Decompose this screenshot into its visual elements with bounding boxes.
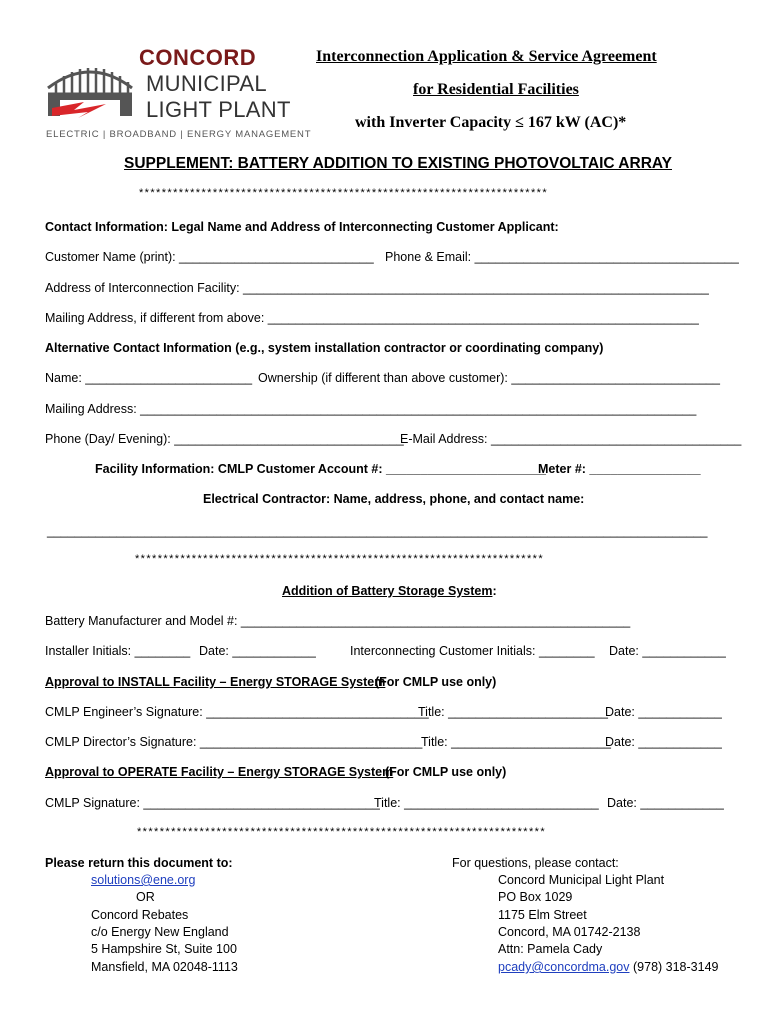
customer-date-field[interactable]: Date: ____________ <box>609 644 726 658</box>
return-line-1: Concord Rebates <box>91 908 189 922</box>
questions-line-5: Attn: Pamela Cady <box>498 942 603 956</box>
questions-heading: For questions, please contact: <box>452 856 619 870</box>
battery-heading-colon: : <box>492 584 497 598</box>
return-heading: Please return this document to: <box>45 856 233 870</box>
customer-name-field[interactable]: Customer Name (print): ____________________________ <box>45 250 374 264</box>
cmlp-signature-field[interactable]: CMLP Signature: __________________________________ <box>45 796 380 810</box>
engineer-signature-field[interactable]: CMLP Engineer’s Signature: ________________________________ <box>45 705 429 719</box>
account-field[interactable]: Facility Information: CMLP Customer Account #: _______________________ <box>95 462 546 476</box>
approval-operate-note: (For CMLP use only) <box>385 765 507 779</box>
questions-line-2: PO Box 1029 <box>498 890 573 904</box>
return-line-4: Mansfield, MA 02048-1113 <box>91 960 238 974</box>
alt-name-field[interactable]: Name: ________________________ <box>45 371 253 385</box>
approval-install-heading: Approval to INSTALL Facility – Energy STORAGE System <box>45 675 386 689</box>
separator-2: ************************************************************************ <box>135 553 545 565</box>
director-signature-field[interactable]: CMLP Director’s Signature: ________________________________ <box>45 735 423 749</box>
director-title-field[interactable]: Title: _______________________ <box>421 735 611 749</box>
alt-contact-heading: Alternative Contact Information (e.g., system installation contractor or coordinating company) <box>45 341 604 355</box>
engineer-title-field[interactable]: Title: _______________________ <box>418 705 608 719</box>
questions-line-4: Concord, MA 01742-2138 <box>498 925 641 939</box>
alt-phone-field[interactable]: Phone (Day/ Evening): _________________________________ <box>45 432 404 446</box>
separator-1: ************************************************************************ <box>139 187 549 199</box>
installer-initials-field[interactable]: Installer Initials: ________ <box>45 644 191 658</box>
engineer-date-field[interactable]: Date: ____________ <box>605 705 722 719</box>
contractor-heading: Electrical Contractor: Name, address, phone, and contact name: <box>203 492 585 506</box>
logo-line-3: LIGHT PLANT <box>146 97 291 122</box>
questions-phone: (978) 318-3149 <box>633 960 719 974</box>
bridge-icon <box>44 58 136 120</box>
logo-tagline: ELECTRIC | BROADBAND | ENERGY MANAGEMENT <box>46 129 312 140</box>
return-line-2: c/o Energy New England <box>91 925 229 939</box>
cmlp-title-field[interactable]: Title: ____________________________ <box>374 796 599 810</box>
installer-date-field[interactable]: Date: ____________ <box>199 644 316 658</box>
title-line-1: Interconnection Application & Service Agreement <box>316 48 657 65</box>
return-or: OR <box>136 890 155 904</box>
alt-email-field[interactable]: E-Mail Address: ____________________________________ <box>400 432 742 446</box>
contractor-field[interactable]: _______________________________________________________________________________________________ <box>47 524 708 538</box>
customer-initials-field[interactable]: Interconnecting Customer Initials: ________ <box>350 644 595 658</box>
questions-email-link[interactable]: pcady@concordma.gov <box>498 960 630 974</box>
title-line-2: for Residential Facilities <box>413 81 579 98</box>
logo-line-1: CONCORD <box>139 45 257 70</box>
approval-install-note: (For CMLP use only) <box>375 675 497 689</box>
director-date-field[interactable]: Date: ____________ <box>605 735 722 749</box>
facility-address-field[interactable]: Address of Interconnection Facility: ___________________________________________________________________ <box>45 281 709 295</box>
logo-line-2: MUNICIPAL <box>146 71 267 96</box>
return-email-link[interactable]: solutions@ene.org <box>91 873 196 887</box>
separator-3: ************************************************************************ <box>137 826 547 838</box>
alt-mailing-field[interactable]: Mailing Address: ________________________________________________________________________________ <box>45 402 697 416</box>
approval-operate-heading: Approval to OPERATE Facility – Energy STORAGE System <box>45 765 394 779</box>
battery-heading: Addition of Battery Storage System <box>282 584 493 598</box>
contact-heading: Contact Information: Legal Name and Address of Interconnecting Customer Applicant: <box>45 220 559 234</box>
return-line-3: 5 Hampshire St, Suite 100 <box>91 942 237 956</box>
questions-line-1: Concord Municipal Light Plant <box>498 873 665 887</box>
cmlp-date-field[interactable]: Date: ____________ <box>607 796 724 810</box>
supplement-title: SUPPLEMENT: BATTERY ADDITION TO EXISTING PHOTOVOLTAIC ARRAY <box>124 155 672 172</box>
ownership-field[interactable]: Ownership (if different than above customer): ______________________________ <box>258 371 720 385</box>
battery-model-field[interactable]: Battery Manufacturer and Model #: ________________________________________________________ <box>45 614 631 628</box>
phone-email-field[interactable]: Phone & Email: ______________________________________ <box>385 250 739 264</box>
title-line-3: with Inverter Capacity ≤ 167 kW (AC)* <box>355 114 627 131</box>
questions-line-3: 1175 Elm Street <box>498 908 587 922</box>
meter-field[interactable]: Meter #: ________________ <box>538 462 701 476</box>
mailing-address-field[interactable]: Mailing Address, if different from above: ______________________________________________________________ <box>45 311 699 325</box>
